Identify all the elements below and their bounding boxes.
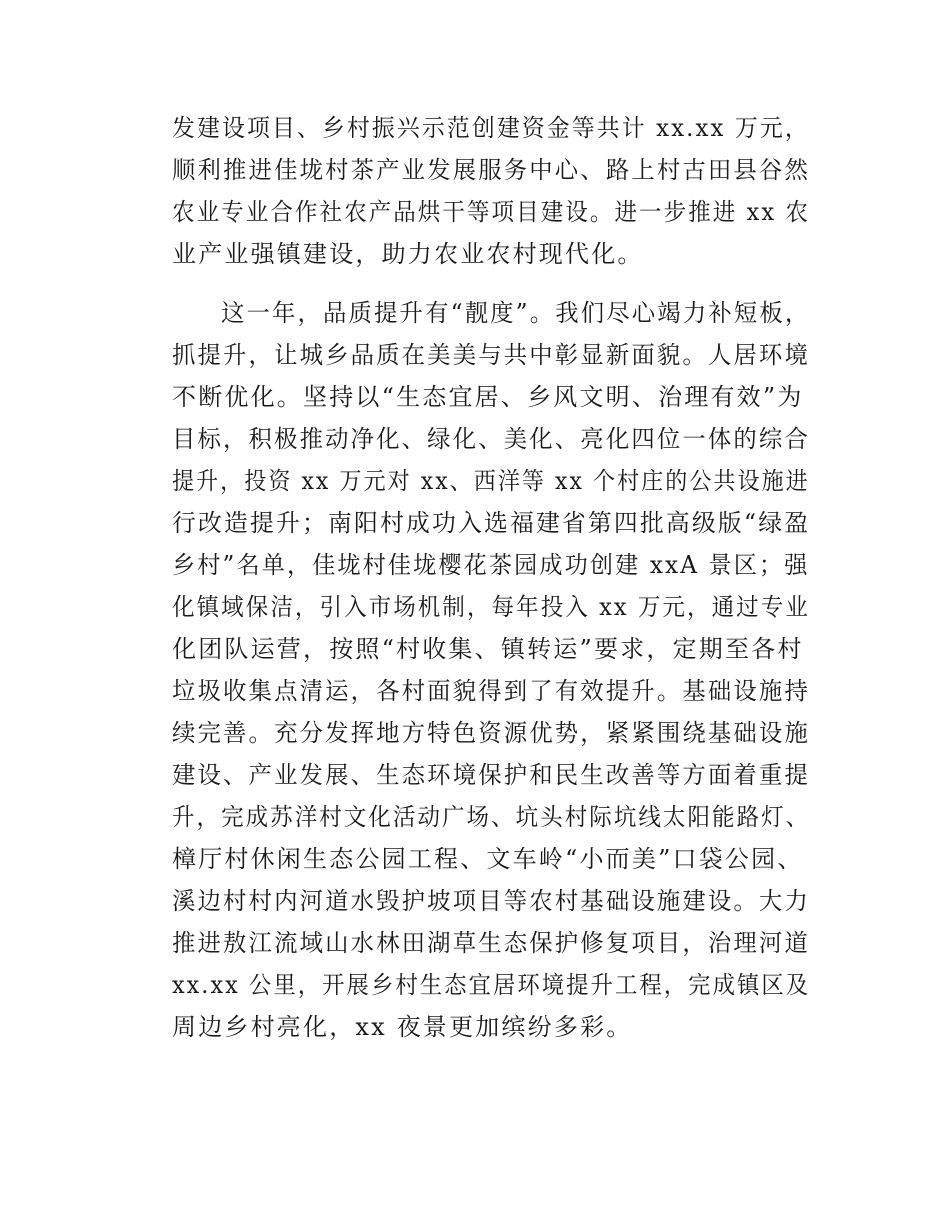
paragraph-1-line: 业产业强镇建设，助力农业农村现代化。 — [172, 240, 644, 268]
paragraph-2-line: 目标，积极推动净化、绿化、美化、亮化四位一体的综合 — [172, 425, 810, 453]
paragraph-2-line: 溪边村村内河道水毁护坡项目等农村基础设施建设。大力 — [172, 887, 810, 915]
paragraph-2-line: 续完善。充分发挥地方特色资源优势，紧紧围绕基础设施 — [172, 719, 810, 747]
paragraph-2-line: 周边乡村亮化，xx 夜景更加缤纷多彩。 — [172, 1013, 633, 1041]
paragraph-2-line: 升，完成苏洋村文化活动广场、坑头村际坑线太阳能路灯、 — [172, 803, 811, 831]
paragraph-2-line: 抓提升，让城乡品质在美美与共中彰显新面貌。人居环境 — [172, 341, 810, 369]
paragraph-2-line: 乡村”名单，佳垅村佳垅樱花茶园成功创建 xxA 景区；强 — [172, 551, 810, 579]
paragraph-2-line: 这一年，品质提升有“靓度”。我们尽心竭力补短板， — [221, 299, 811, 327]
paragraph-1-line: 顺利推进佳垅村茶产业发展服务中心、路上村古田县谷然 — [172, 156, 810, 184]
paragraph-2-line: 建设、产业发展、生态环境保护和民生改善等方面着重提 — [172, 761, 810, 789]
paragraph-2-line: 化团队运营，按照“村收集、镇转运”要求，定期至各村 — [172, 635, 804, 663]
paragraph-2-line: 樟厅村休闲生态公园工程、文车岭“小而美”口袋公园、 — [172, 845, 804, 873]
paragraph-2-line: 垃圾收集点清运，各村面貌得到了有效提升。基础设施持 — [172, 677, 810, 705]
paragraph-2-line: 推进敖江流域山水林田湖草生态保护修复项目，治理河道 — [172, 929, 810, 957]
paragraph-2-line: 提升，投资 xx 万元对 xx、西洋等 xx 个村庄的公共设施进 — [172, 467, 810, 495]
paragraph-1-line: 发建设项目、乡村振兴示范创建资金等共计 xx.xx 万元， — [172, 114, 810, 142]
paragraph-2-line: 不断优化。坚持以“生态宜居、乡风文明、治理有效”为 — [172, 383, 804, 411]
paragraph-2-line: 行改造提升；南阳村成功入选福建省第四批高级版“绿盈 — [172, 509, 811, 537]
paragraph-1-line: 农业专业合作社农产品烘干等项目建设。进一步推进 xx 农 — [172, 198, 810, 226]
paragraph-2-line: 化镇域保洁，引入市场机制，每年投入 xx 万元，通过专业 — [172, 593, 810, 621]
paragraph-2-line: xx.xx 公里，开展乡村生态宜居环境提升工程，完成镇区及 — [172, 971, 811, 999]
